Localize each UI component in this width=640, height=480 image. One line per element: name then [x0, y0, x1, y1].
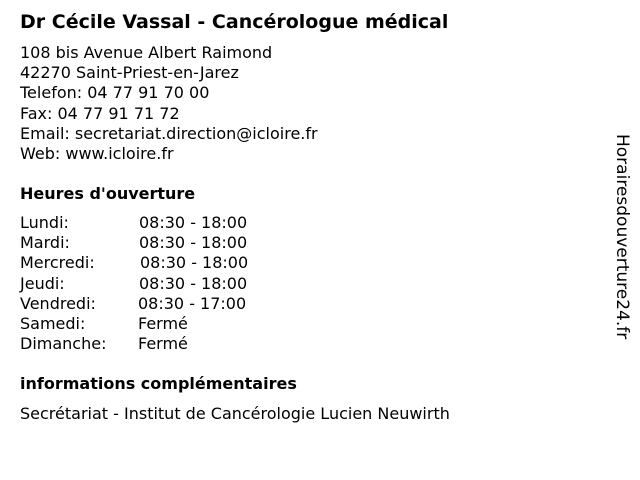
hours-value: 08:30 - 17:00: [138, 293, 247, 313]
website-address: Web: www.icloire.fr: [20, 144, 174, 164]
email-address: Email: secretariat.direction@icloire.fr: [20, 123, 318, 143]
day-label: Samedi:: [20, 313, 86, 333]
fax-number: Fax: 04 77 91 71 72: [20, 103, 180, 123]
hours-value: 08:30 - 18:00: [139, 213, 248, 232]
day-label: Dimanche:: [20, 334, 107, 354]
additional-info-text: Secrétariat - Institut de Cancérologie Lucien Neuwirth: [20, 404, 450, 423]
side-watermark: [612, 134, 632, 374]
phone-number: Telefon: 04 77 91 70 00: [20, 83, 210, 103]
opening-hours-heading: Heures d'ouverture: [20, 184, 196, 203]
hours-value: Fermé: [138, 313, 188, 333]
address-city: 42270 Saint-Priest-en-Jarez: [20, 63, 239, 83]
additional-info-heading: informations complémentaires: [20, 374, 297, 393]
day-label: Mardi:: [20, 233, 70, 253]
day-label: Lundi:: [20, 213, 69, 232]
hours-value: 08:30 - 18:00: [139, 233, 248, 253]
day-label: Mercredi:: [20, 253, 95, 273]
contact-block: [20, 43, 318, 164]
page-title: Dr Cécile Vassal - Cancérologue médical: [20, 11, 449, 33]
day-label: Jeudi:: [20, 273, 65, 293]
side-watermark-text: Horairesdouverture24.fr: [612, 134, 632, 340]
address-street: 108 bis Avenue Albert Raimond: [20, 43, 273, 62]
hours-value: 08:30 - 18:00: [140, 253, 249, 273]
hours-value: 08:30 - 18:00: [139, 273, 248, 293]
day-label: Vendredi:: [20, 293, 96, 313]
hours-value: Fermé: [138, 334, 188, 354]
